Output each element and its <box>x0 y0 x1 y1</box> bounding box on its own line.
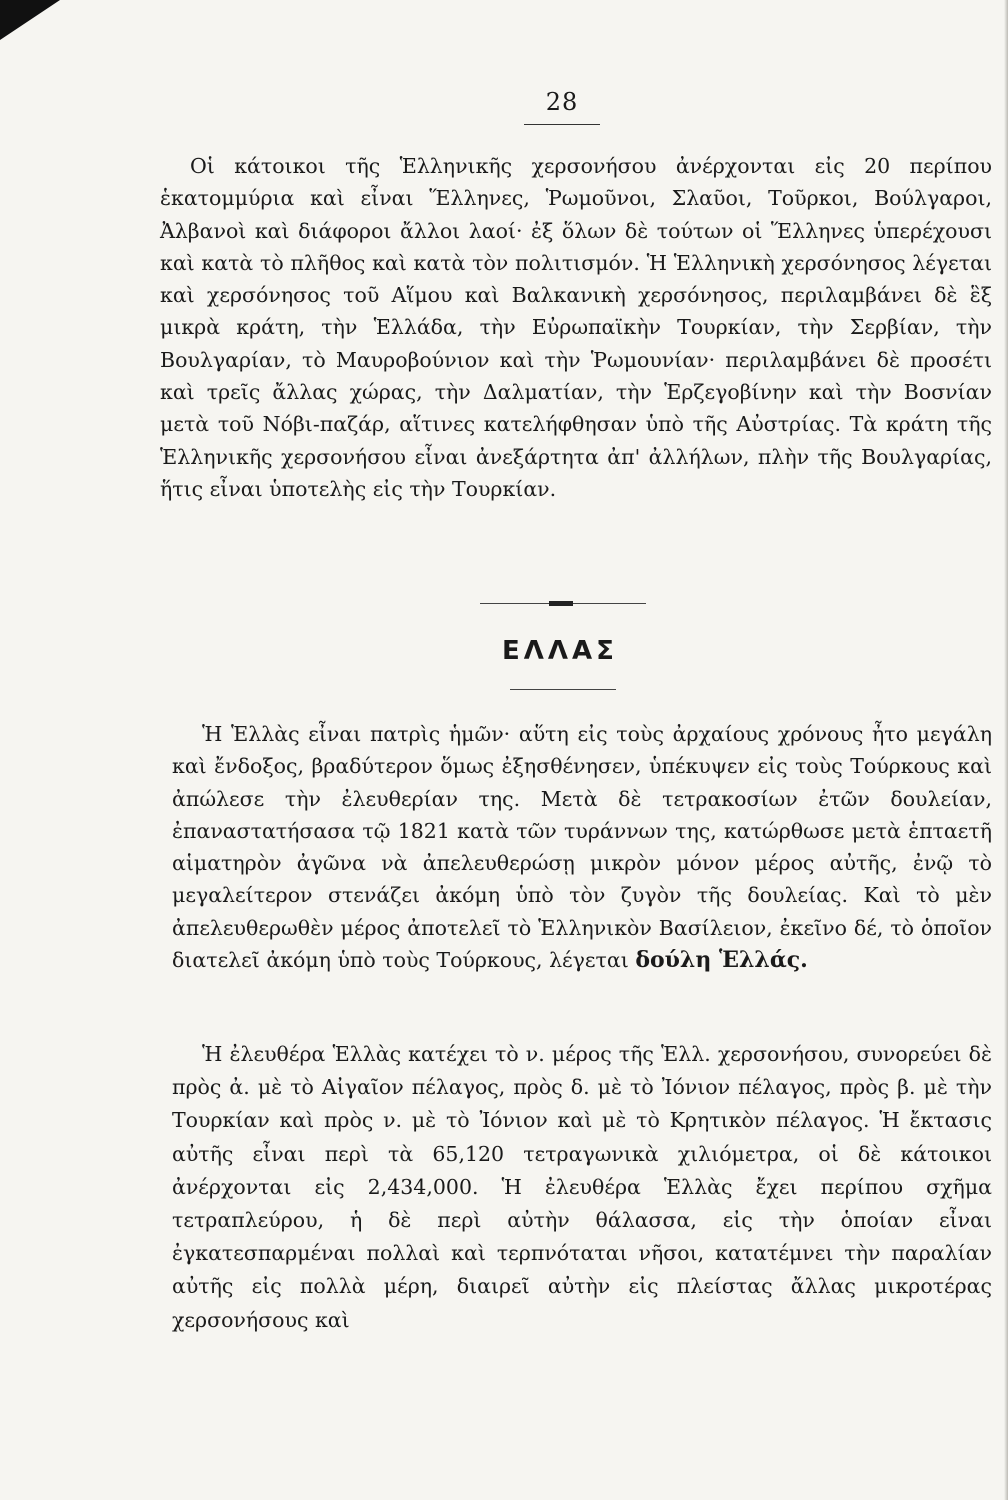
page-number: 28 <box>545 88 579 116</box>
heading-rule <box>510 689 616 690</box>
page-number-rule <box>524 124 600 125</box>
paragraph-greece-history-text: Ἡ Ἑλλὰς εἶναι πατρὶς ἡμῶν· αὕτη εἰς τοὺς ἀρχαίους χρόνους ἦτο μεγάλη καὶ ἔνδοξος, βραδύτερον ὅμως ἐξησθένησεν, ὑπέκυψεν εἰς τοὺς Τούρκους καὶ ἀπώλεσε τὴν ἐλευθερίαν της. Μετὰ δὲ τετρακοσίων ἐτῶν δουλείαν, ἐπαναστατήσασα τῷ 1821 κατὰ τῶν τυράννων της, κατώρθωσε μετὰ ἑπταετῆ αἱματηρὸν ἀγῶνα νὰ ἀπελευθερώσῃ μικρὸν μόνον μέρος αὐτῆς, ἐνῷ τὸ μεγαλείτερον στενάζει ἀκόμη ὑπὸ τὸν ζυγὸν τῆς δουλείας. Καὶ τὸ μὲν ἀπελευθερωθὲν μέρος ἀποτελεῖ τὸ Ἑλληνικὸν Βασίλειον, ἐκεῖνο δέ, τὸ ὁποῖον διατελεῖ ἀκόμη ὑπὸ τοὺς Τούρκους, λέγεται <box>172 722 992 973</box>
paragraph-inhabitants: Οἱ κάτοικοι τῆς Ἑλληνικῆς χερσονήσου ἀνέρχονται εἰς 20 περίπου ἑκατομμύρια καὶ εἶναι Ἕλληνες, Ῥωμοῦνοι, Σλαῦοι, Τοῦρκοι, Βούλγαροι, Ἀλβανοὶ καὶ διάφοροι ἄλλοι λαοί· ἐξ ὅλων δὲ τούτων οἱ Ἕλληνες ὑπερέχουσι καὶ κατὰ τὸ πλῆθος καὶ κατὰ τὸν πολιτισμόν. Ἡ Ἑλληνικὴ χερσόνησος λέγεται καὶ χερσόνησος τοῦ Αἵμου καὶ Βαλκανικὴ χερσόνησος, περιλαμβάνει δὲ ἓξ μικρὰ κράτη, τὴν Ἑλλάδα, τὴν Εὐρωπαϊκὴν Τουρκίαν, τὴν Σερβίαν, τὴν Βουλγαρίαν, τὸ Μαυροβούνιον καὶ τὴν Ῥωμουνίαν· περιλαμβάνει δὲ προσέτι καὶ τρεῖς ἄλλας χώρας, τὴν Δαλματίαν, τὴν Ἑρζεγοβίνην καὶ τὴν Βοσνίαν μετὰ τοῦ Νόβι-παζάρ, αἵτινες κατελήφθησαν ὑπὸ τῆς Αὐστρίας. Τὰ κράτη τῆς Ἑλληνικῆς χερσονήσου εἶναι ἀνεξάρτητα ἀπ' ἀλλήλων, πλὴν τῆς Βουλγαρίας, ἥτις εἶναι ὑποτελὴς εἰς τὴν Τουρκίαν. <box>160 154 992 501</box>
scan-corner-shadow <box>0 0 60 40</box>
section-heading: ΕΛΛΑΣ <box>502 636 618 666</box>
paragraph-free-greece: Ἡ ἐλευθέρα Ἑλλὰς κατέχει τὸ ν. μέρος τῆς Ἑλλ. χερσονήσου, συνορεύει δὲ πρὸς ἀ. μὲ τὸ Αἰγαῖον πέλαγος, πρὸς δ. μὲ τὸ Ἰόνιον πέλαγος, πρὸς β. μὲ τὴν Τουρκίαν καὶ πρὸς ν. μὲ τὸ Ἰόνιον καὶ μὲ τὸ Κρητικὸν πέλαγος. Ἡ ἔκτασις αὐτῆς εἶναι περὶ τὰ 65,120 τετραγωνικὰ χιλιόμετρα, οἱ δὲ κάτοικοι ἀνέρχονται εἰς 2,434,000. Ἡ ἐλευθέρα Ἑλλὰς ἔχει περίπου σχῆμα τετραπλεύρου, ἡ δὲ περὶ αὐτὴν θάλασσα, εἰς τὴν ὁποίαν εἶναι ἐγκατεσπαρμέναι πολλαὶ καὶ τερπνόταται νῆσοι, κατατέμνει τὴν παραλίαν αὐτῆς εἰς πολλὰ μέρη, διαιρεῖ αὐτὴν εἰς πλείστας ἄλλας μικροτέρας χερσονήσους καὶ <box>172 1042 992 1332</box>
term-doule-ellas: δούλη Ἑλλάς. <box>635 947 808 974</box>
paragraph-greece-history <box>172 718 992 976</box>
section-separator-ornament <box>549 601 573 606</box>
scan-edge-shadow <box>1004 0 1008 1500</box>
